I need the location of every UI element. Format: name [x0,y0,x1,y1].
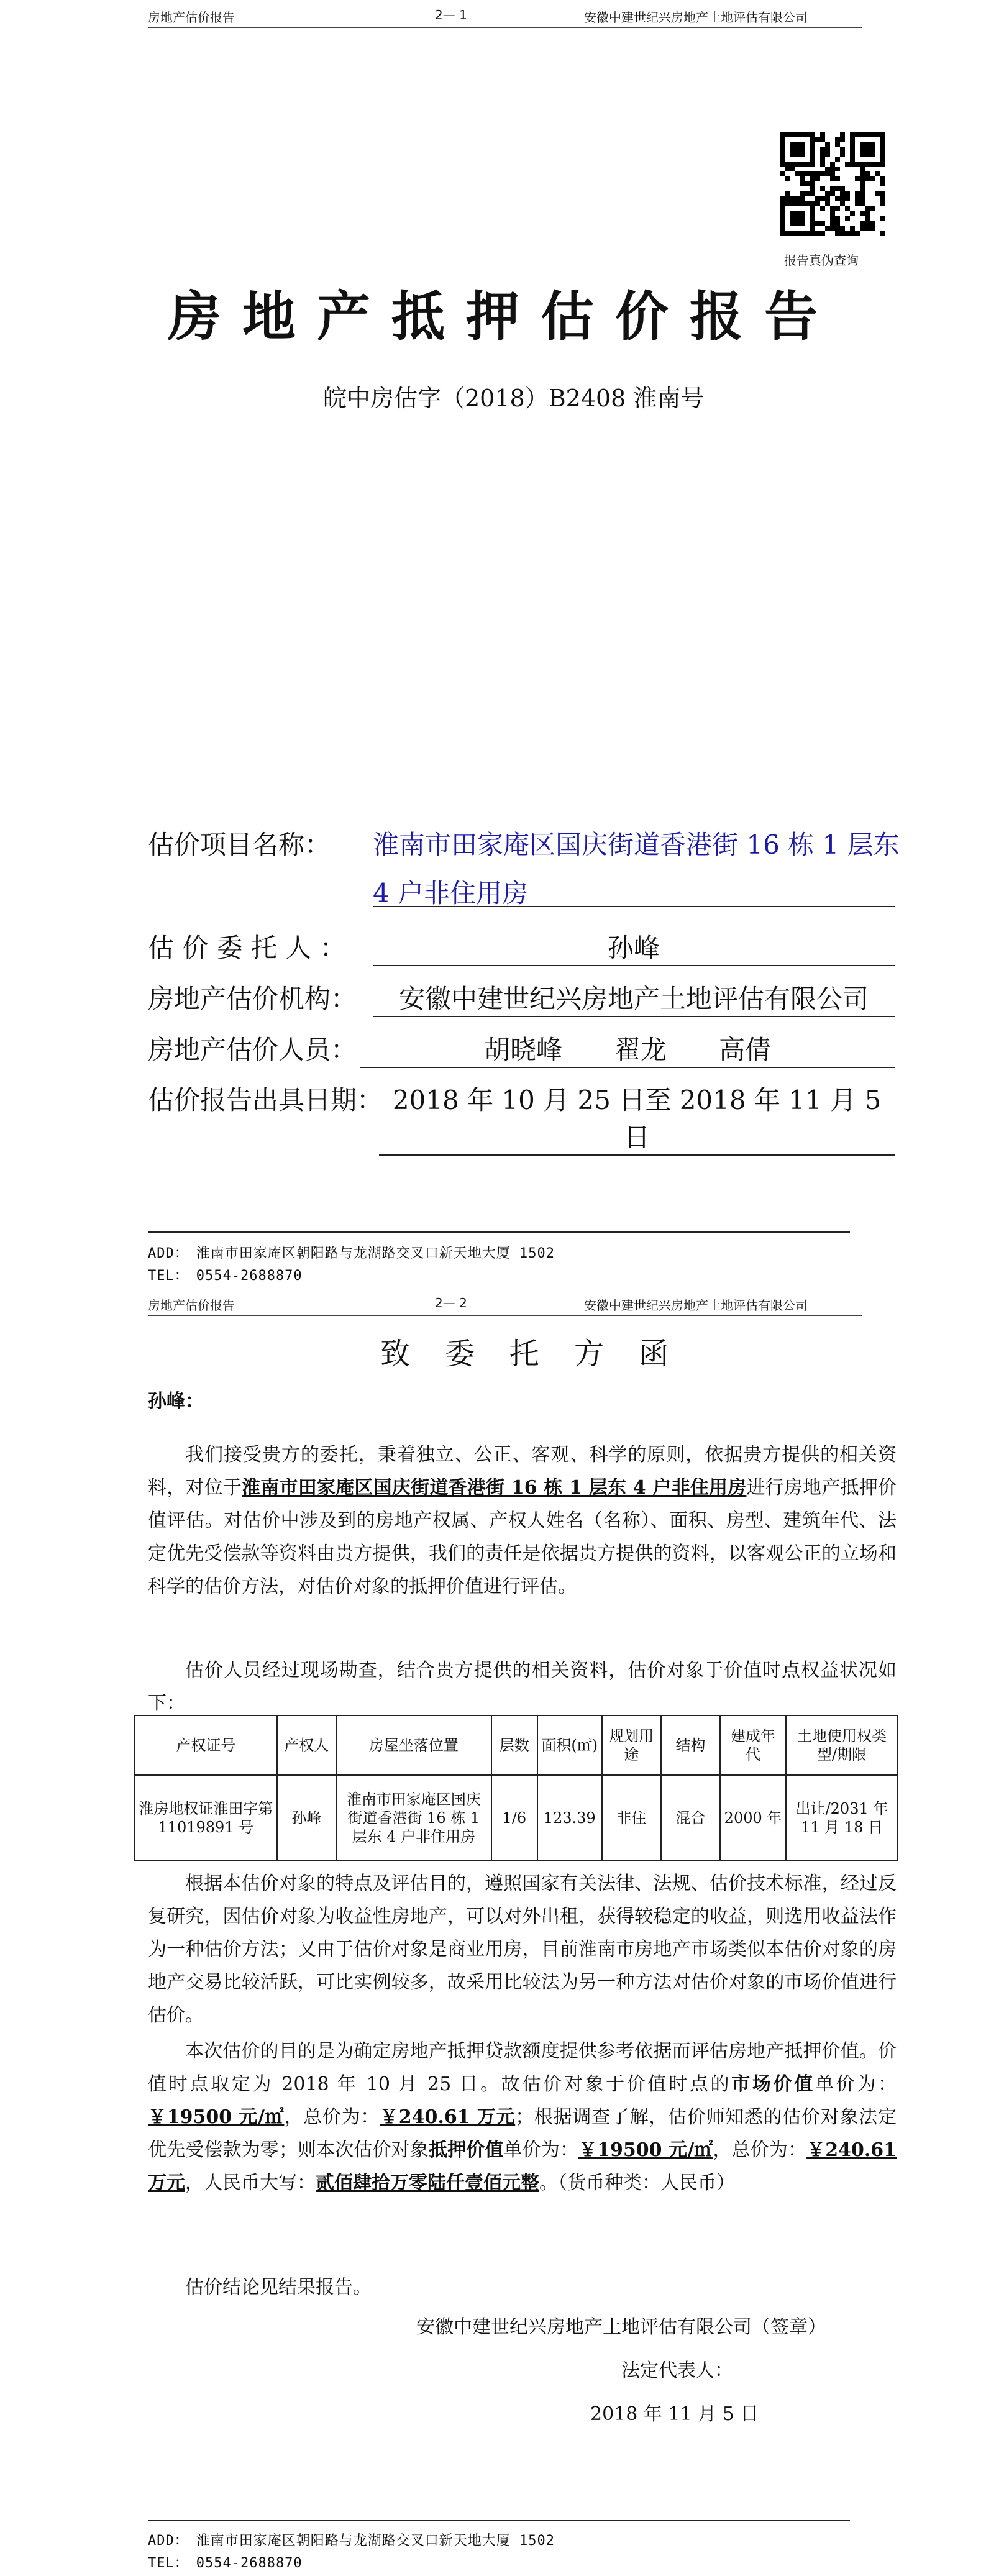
conclusion-text: ，总价为： [713,2139,807,2161]
field-label-agency: 房地产估价机构： [148,984,357,1014]
conclusion-text: 单价为： [503,2139,578,2161]
table-row [135,1775,898,1861]
table-header: 房屋坐落位置 [336,1715,491,1775]
qr-caption: 报告真伪查询 [784,253,859,268]
paragraph-methods: 根据本估价对象的特点及评估目的，遵照国家有关法律、法规、估价技术标准，经过反复研究，因估价对象为收益性房地产，可以对外出租，获得较稳定的收益，则选用收益法作为一种估价方法；又由于估价对象是商业用房，目前淮南市房地产市场类似本估价对象的房地产交易比较活跃，可比实例较多，故采用比较法为另一种方法对估价对象的市场价值进行估价。 [148,1873,897,2026]
mortgage-total-price: ￥240.61 万元 [148,2139,897,2194]
conclusion-text: ；根据调查了解，估价师知悉的估价对象法定优先受偿款为零；则本次估价对象 [148,2106,897,2161]
header-left: 房地产估价报告 [148,1298,235,1313]
table-cell: 淮房地权证淮田字第 11019891 号 [135,1775,277,1861]
market-value-label: 市场价值 [731,2073,815,2095]
table-cell: 出让/2031 年 11 月 18 日 [786,1775,898,1861]
header-left: 房地产估价报告 [148,10,235,25]
mortgage-value-label: 抵押价值 [428,2139,504,2161]
table-cell: 123.39 [537,1775,602,1861]
project-underline [373,906,895,907]
footer-rule [148,2520,850,2521]
market-total-price: ￥240.61 万元 [380,2106,516,2128]
field-value-issue-date: 2018 年 10 月 25 日至 2018 年 11 月 5 日 [379,1080,895,1156]
header-page-number: 2— 2 [435,1295,467,1310]
conclusion-text: 本次估价的目的是为确定房地产抵押贷款额度提供参考依据而评估房地产抵押价值。价值时点取定为 2018 年 10 月 25 日。故估价对象于价值时点的 [148,2040,897,2095]
intro-text-a: 我们接受贵方的委托，秉着独立、公正、客观、科学的原则，依据贵方提供的相关资料，对位于 [148,1444,897,1499]
table-cell: 混合 [661,1775,720,1861]
field-label-appraisers: 房地产估价人员： [148,1035,357,1065]
paragraph-intro [148,1438,897,1603]
signature-date: 2018 年 11 月 5 日 [590,2403,759,2425]
signature-company: 安徽中建世纪兴房地产土地评估有限公司（签章） [416,2316,826,2338]
market-unit-price: ￥19500 元/㎡ [148,2106,285,2128]
footer-address: ADD： 淮南市田家庵区朝阳路与龙湖路交叉口新天地大厦 1502 [148,2533,555,2549]
table-cell: 非住 [602,1775,661,1861]
field-value-project-line2: 4 户非住用房 [373,878,529,908]
field-value-project-line1: 淮南市田家庵区国庆街道香港街 16 栋 1 层东 [373,829,900,860]
field-value-appraisers: 胡晓峰 翟龙 高倩 [360,1030,895,1068]
header-right: 安徽中建世纪兴房地产土地评估有限公司 [584,1298,808,1313]
conclusion-text: ，总价为： [284,2106,380,2128]
footer-rule [148,1231,850,1233]
table-header: 规划用途 [602,1715,661,1775]
paragraph-conclusion [148,2035,897,2199]
intro-text-c: 进行房地产抵押价值评估。对估价中涉及到的房地产权属、产权人姓名（名称）、面积、房型、建筑年代、法定优先受偿款等资料由贵方提供，我们的责任是依据贵方提供的资料，以客观公正的立场和科学的估价方法，对估价对象的抵押价值进行评估。 [148,1477,897,1597]
table-cell: 孙峰 [277,1775,336,1861]
header-page-number: 2— 1 [435,7,467,22]
table-header-row [135,1715,898,1775]
field-value-client: 孙峰 [373,928,895,966]
qr-code-icon[interactable] [780,132,885,236]
property-table [134,1715,898,1861]
table-header: 面积(㎡) [537,1715,602,1775]
letter-title: 致委托方函 [380,1336,704,1371]
mortgage-unit-price: ￥19500 元/㎡ [578,2139,713,2161]
footer-phone: TEL： 0554-2688870 [148,1268,303,1284]
conclusion-text: 单价为： [815,2073,897,2095]
field-label-project: 估价项目名称： [148,829,331,860]
table-cell: 1/6 [491,1775,537,1861]
field-value-agency: 安徽中建世纪兴房地产土地评估有限公司 [373,979,895,1017]
report-number: 皖中房估字（2018）B2408 淮南号 [323,385,705,412]
amount-in-words: 贰佰肆拾万零陆仟壹佰元整 [316,2172,539,2194]
header-right: 安徽中建世纪兴房地产土地评估有限公司 [584,10,808,25]
salutation: 孙峰： [148,1391,204,1412]
field-label-issue-date: 估价报告出具日期： [148,1085,383,1115]
table-cell: 淮南市田家庵区国庆街道香港街 16 栋 1 层东 4 户非住用房 [336,1775,491,1861]
signature-representative: 法定代表人： [621,2360,733,2382]
conclusion-text: ，人民币大写： [185,2172,316,2194]
table-header: 层数 [491,1715,537,1775]
paragraph-survey: 估价人员经过现场勘查，结合贵方提供的相关资料，估价对象于价值时点权益状况如下： [148,1660,897,1714]
report-title: 房地产抵押估价报告 [168,285,839,348]
table-header: 结构 [661,1715,720,1775]
property-address: 淮南市田家庵区国庆街道香港街 16 栋 1 层东 4 户非住用房 [242,1477,747,1499]
table-header: 建成年代 [720,1715,786,1775]
header-rule [148,1315,862,1316]
footer-phone: TEL： 0554-2688870 [148,2555,303,2571]
table-header: 产权人 [277,1715,336,1775]
paragraph-results-note: 估价结论见结果报告。 [185,2277,372,2298]
field-label-client: 估 价 委 托 人 ： [148,933,346,963]
table-header: 产权证号 [135,1715,277,1775]
conclusion-text: 。（货币种类：人民币） [539,2172,735,2194]
header-rule [148,27,862,28]
table-header: 土地使用权类型/期限 [786,1715,898,1775]
table-cell: 2000 年 [720,1775,786,1861]
footer-address: ADD： 淮南市田家庵区朝阳路与龙湖路交叉口新天地大厦 1502 [148,1246,555,1261]
